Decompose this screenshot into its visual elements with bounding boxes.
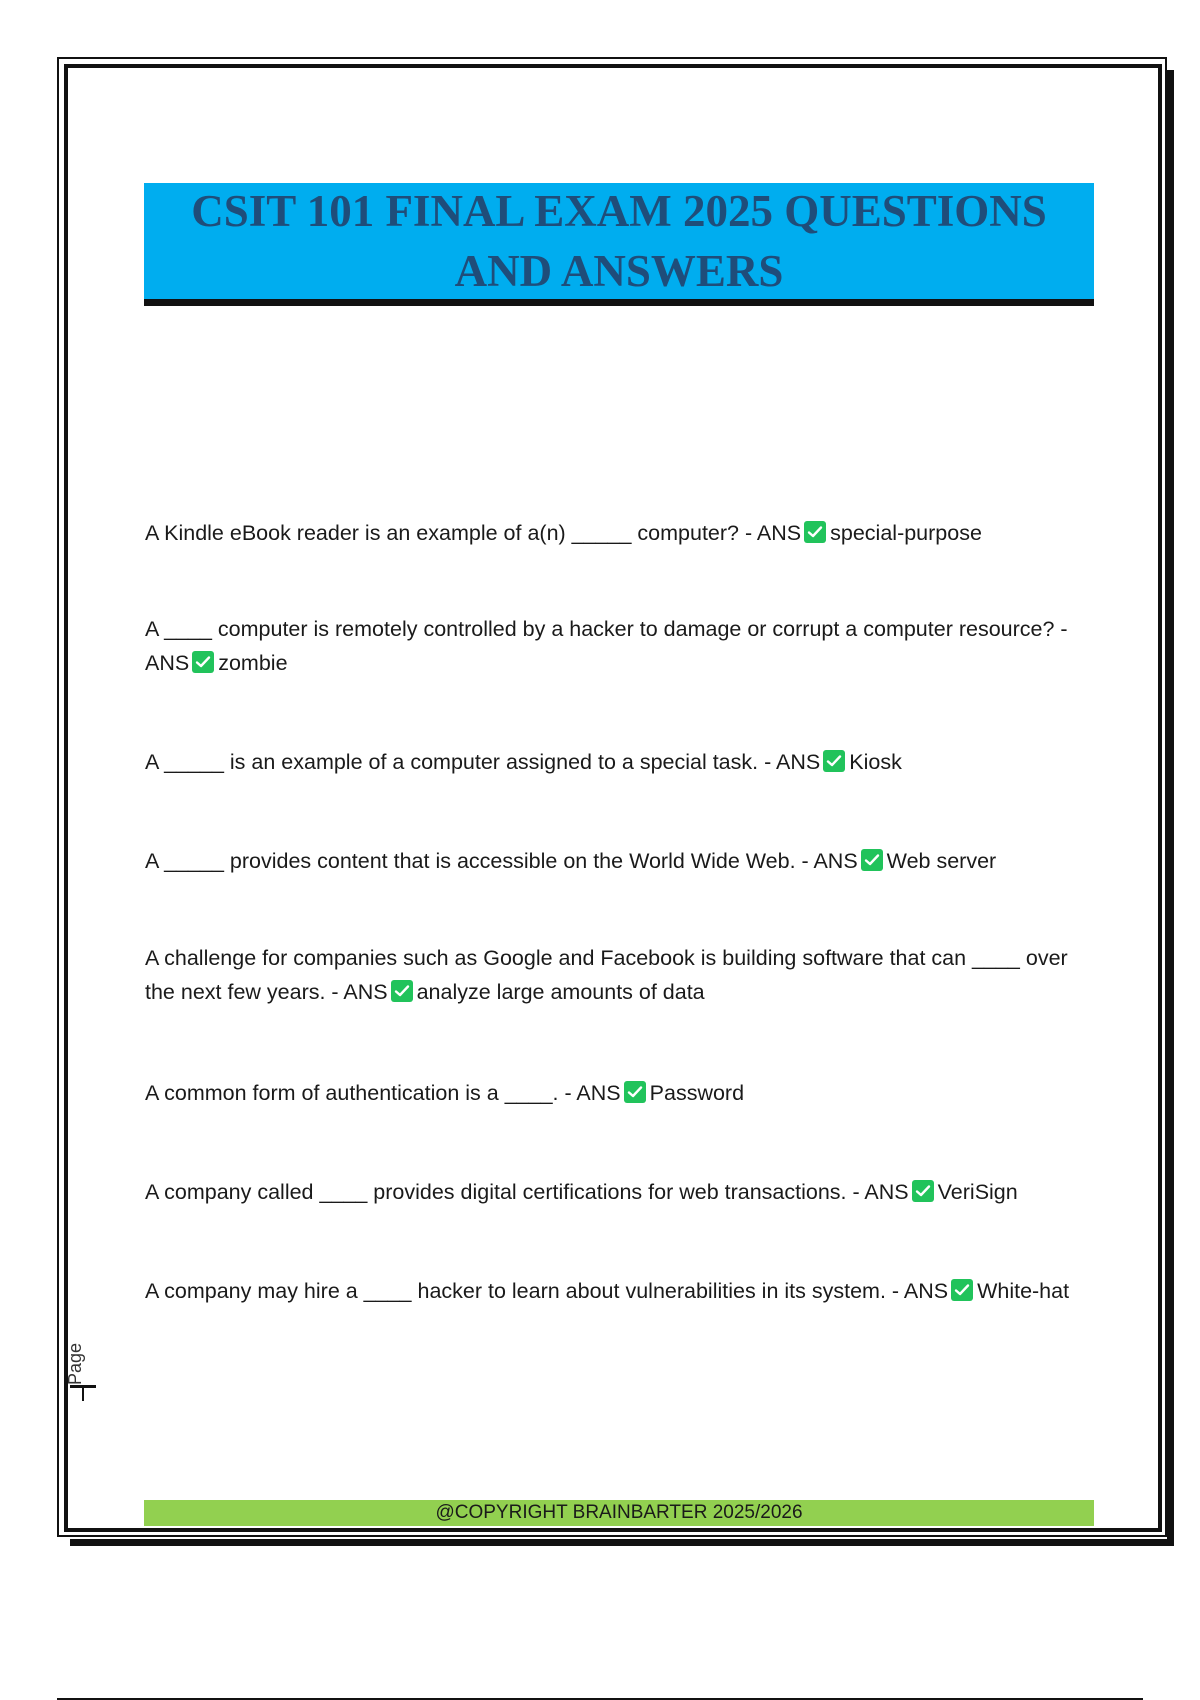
checkmark-icon (823, 750, 845, 772)
qa-item (145, 844, 1095, 878)
qa-item (145, 1274, 1095, 1308)
checkmark-icon (861, 849, 883, 871)
qa-item (145, 516, 1095, 550)
checkmark-icon (951, 1279, 973, 1301)
qa-item (145, 745, 1095, 779)
answer-text: special-purpose (830, 521, 982, 545)
checkmark-icon (192, 651, 214, 673)
qa-item (145, 1076, 1095, 1110)
answer-text: White-hat (977, 1279, 1070, 1303)
question-text: A challenge for companies such as Google and Facebook is building software that can ____ over the next few years. - ANS (145, 946, 1068, 1004)
qa-item (145, 1175, 1095, 1209)
question-text: A Kindle eBook reader is an example of a(n) _____ computer? - ANS (145, 521, 802, 545)
page-number-mark-stem (82, 1385, 84, 1401)
checkmark-icon (912, 1180, 934, 1202)
answer-text: Kiosk (849, 750, 902, 774)
checkmark-icon (391, 980, 413, 1002)
answer-text: zombie (218, 651, 288, 675)
copyright-text: @COPYRIGHT BRAINBARTER 2025/2026 (435, 1502, 803, 1523)
qa-item (145, 612, 1095, 680)
qa-item (145, 941, 1095, 1009)
answer-text: VeriSign (937, 1180, 1018, 1204)
question-text: A _____ provides content that is accessible on the World Wide Web. - ANS (145, 849, 858, 873)
question-text: A company may hire a ____ hacker to learn about vulnerabilities in its system. - ANS (145, 1279, 949, 1303)
footer-copyright-bar (144, 1500, 1094, 1526)
question-text: A ____ computer is remotely controlled by a hacker to damage or corrupt a computer resource? - ANS (145, 617, 1068, 675)
page-title: CSIT 101 FINAL EXAM 2025 QUESTIONS AND ANSWERS (191, 186, 1047, 296)
title-banner (144, 183, 1094, 306)
answer-text: analyze large amounts of data (416, 980, 705, 1004)
question-text: A common form of authentication is a ____. - ANS (145, 1081, 621, 1105)
checkmark-icon (804, 521, 826, 543)
question-text: A company called ____ provides digital certifications for web transactions. - ANS (145, 1180, 909, 1204)
answer-text: Password (649, 1081, 745, 1105)
question-text: A _____ is an example of a computer assigned to a special task. - ANS (145, 750, 821, 774)
checkmark-icon (624, 1081, 646, 1103)
page-label: Page (65, 1342, 85, 1385)
answer-text: Web server (886, 849, 997, 873)
